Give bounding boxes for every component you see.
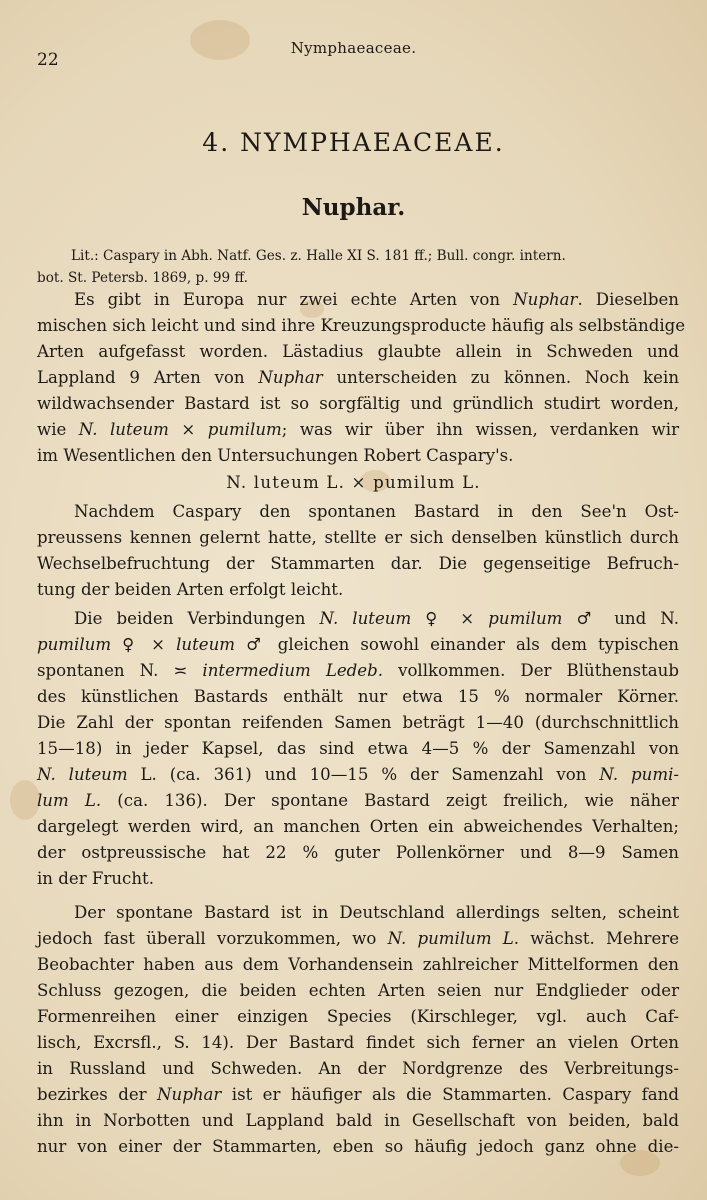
p4-line: in Russland und Schweden. An der Nordgrenze des Verbreitungs- [37,1059,679,1078]
p1-line: im Wesentlichen den Untersuchungen Robert Caspary's. [37,446,514,465]
p3-line: dargelegt werden wird, an manchen Orten ein abweichendes Verhalten; [37,817,679,836]
lit-line: bot. St. Petersb. 1869, p. 99 ff. [37,270,249,286]
p4-line: Formenreihen einer einzigen Species (Kirschleger, vgl. auch Caf- [37,1007,679,1026]
genus-title: Nuphar. [301,194,406,221]
hybrid-heading: N. luteum L. × pumilum L. [226,473,481,492]
p3-line: des künstlichen Bastards enthält nur etwa 15 % normaler Körner. [37,687,679,706]
p4-line: Der spontane Bastard ist in Deutschland allerdings selten, scheint [74,903,679,922]
p1-line: mischen sich leicht und sind ihre Kreuzungsproducte häufig als selbständige [37,316,686,335]
p3-line: pumilum ♀ × luteum ♂ gleichen sowohl einander als dem typischen [37,635,679,654]
p2-line: preussens kennen gelernt hatte, stellte er sich denselben künstlich durch [37,528,679,547]
page-number: 22 [37,50,59,70]
p3-line: der ostpreussische hat 22 % guter Pollenkörner und 8—9 Samen [37,843,679,862]
p3-line: N. luteum L. (ca. 361) und 10—15 % der Samenzahl von N. pumi- [37,765,679,784]
p3-line: Die Zahl der spontan reifenden Samen beträgt 1—40 (durchschnittlich [37,713,679,732]
p3-line: spontanen N. ≍ intermedium Ledeb. vollkommen. Der Blüthenstaub [37,661,679,680]
p4-line: nur von einer der Stammarten, eben so häufig jedoch ganz ohne die- [37,1137,679,1156]
foxing-stain [10,780,40,820]
p3-line: Die beiden Verbindungen N. luteum ♀ × pumilum ♂ und N. [74,609,680,628]
p3-line: in der Frucht. [37,869,154,888]
literature-reference [37,245,682,289]
p1-line: wildwachsender Bastard ist so sorgfältig und gründlich studirt worden, [37,394,679,413]
p4-line: Schluss gezogen, die beiden echten Arten seien nur Endglieder oder [37,981,679,1000]
p1-line: Arten aufgefasst worden. Lästadius glaubte allein in Schweden und [37,342,679,361]
p4-line: ihn in Norbotten und Lappland bald in Gesellschaft von beiden, bald [37,1111,679,1130]
chapter-title: 4. NYMPHAEACEAE. [202,128,505,157]
p2-line: tung der beiden Arten erfolgt leicht. [37,580,344,599]
p3-line: 15—18) in jeder Kapsel, das sind etwa 4—5 % der Samenzahl von [37,739,679,758]
p1-line: Lappland 9 Arten von Nuphar unterscheiden zu können. Noch kein [37,368,680,387]
p4-line: jedoch fast überall vorzukommen, wo N. pumilum L. wächst. Mehrere [37,929,680,948]
p4-line: lisch, Excrsfl., S. 14). Der Bastard findet sich ferner an vielen Orten [37,1033,679,1052]
p2-line: Nachdem Caspary den spontanen Bastard in den See'n Ost- [74,502,679,521]
p1-line: wie N. luteum × pumilum; was wir über ihn wissen, verdanken wir [37,420,679,439]
lit-line: Lit.: Caspary in Abh. Natf. Ges. z. Halle XI S. 181 ff.; Bull. congr. intern. [71,248,566,264]
p2-line: Wechselbefruchtung der Stammarten dar. Die gegenseitige Befruch- [37,554,679,573]
p1-line: Es gibt in Europa nur zwei echte Arten von Nuphar. Dieselben [74,290,679,309]
p4-line: Beobachter haben aus dem Vorhandensein zahlreicher Mittelformen den [37,955,679,974]
running-head: Nymphaeaceae. [290,39,417,57]
p3-line: lum L. (ca. 136). Der spontane Bastard zeigt freilich, wie näher [37,791,679,810]
p4-line: bezirkes der Nuphar ist er häufiger als die Stammarten. Caspary fand [37,1085,679,1104]
